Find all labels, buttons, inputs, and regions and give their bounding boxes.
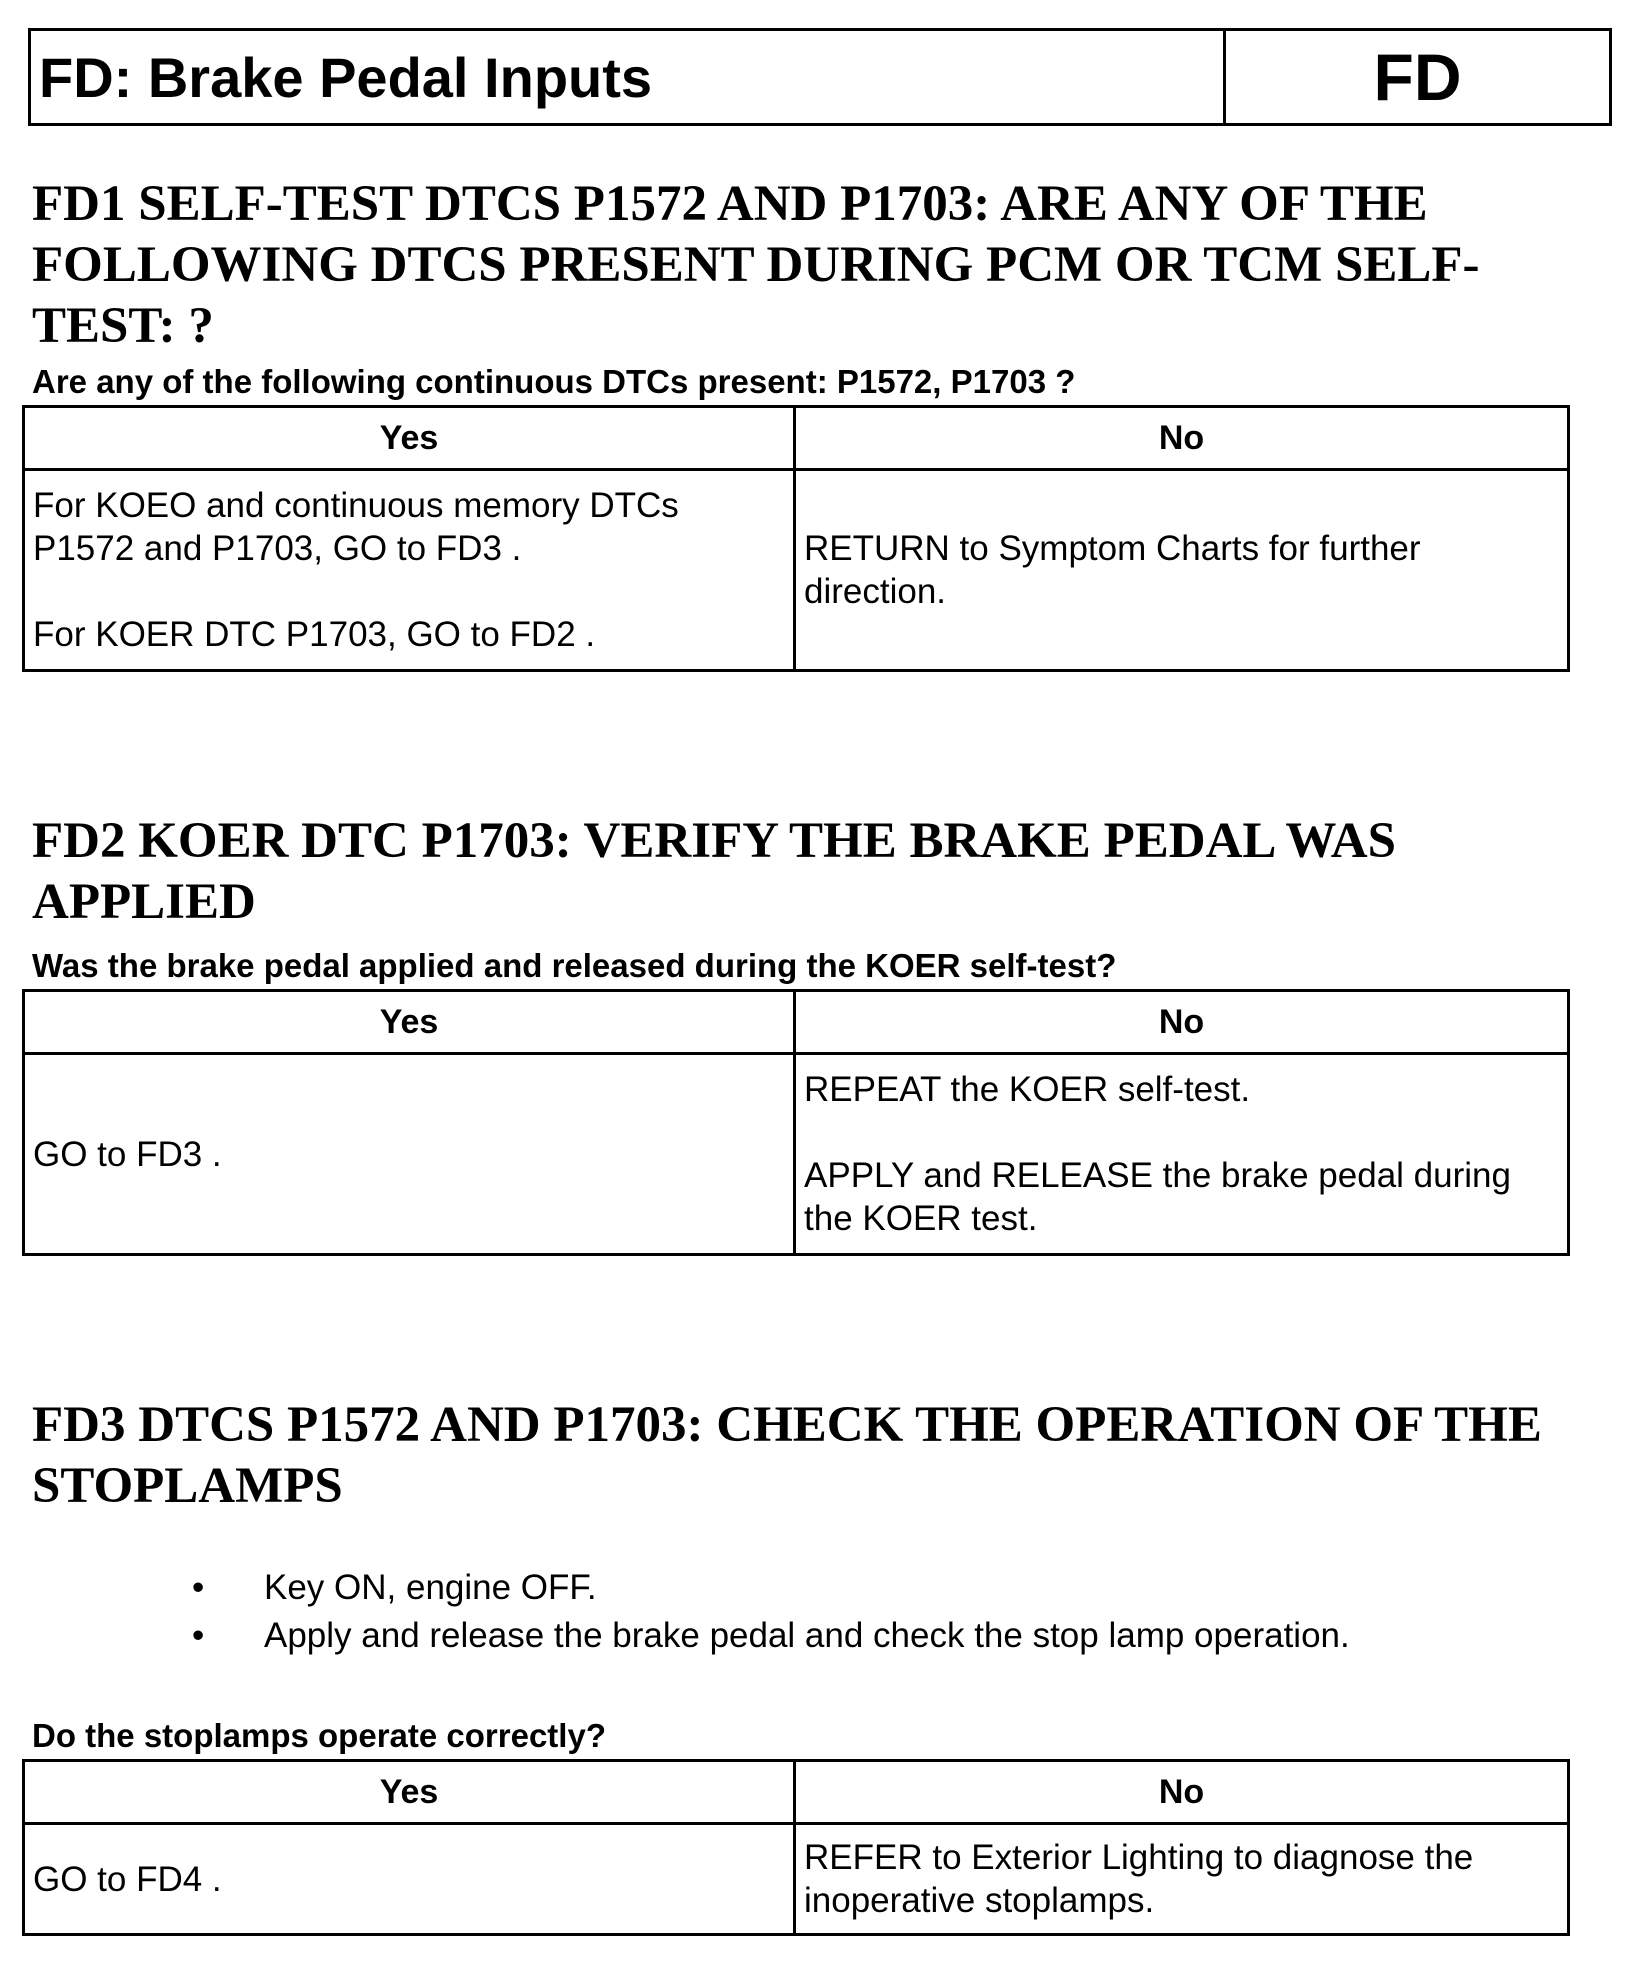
bullet-icon: •: [192, 1568, 205, 1607]
bullet-text: Key ON, engine OFF.: [264, 1568, 597, 1607]
yes-column-header: Yes: [24, 1761, 795, 1824]
fd2-no-cell: [795, 1054, 1569, 1255]
fd2-yes-text: GO to FD3 .: [33, 1134, 222, 1174]
fd1-answer-table: [22, 405, 1570, 672]
table-header-row: [24, 1761, 1569, 1824]
fd2-no-text-1: REPEAT the KOER self-test.: [804, 1070, 1251, 1109]
fd1-yes-text-1: For KOEO and continuous memory DTCs P1572 and P1703, GO to FD3 .: [33, 486, 679, 568]
section-header: [28, 28, 1612, 126]
fd3-bullet-list: [192, 1564, 1350, 1660]
fd3-yes-text: GO to FD4 .: [33, 1859, 222, 1899]
table-header-row: [24, 991, 1569, 1054]
yes-column-header: Yes: [24, 991, 795, 1054]
fd1-no-cell: [795, 470, 1569, 671]
fd2-yes-cell: [24, 1054, 795, 1255]
fd2-heading: FD2 KOER DTC P1703: VERIFY THE BRAKE PEDAL WAS APPLIED: [32, 813, 1396, 930]
fd1-no-text: RETURN to Symptom Charts for further direction.: [804, 529, 1421, 611]
fd3-answer-table: [22, 1759, 1570, 1936]
table-row: [24, 1054, 1569, 1255]
fd2-answer-table: [22, 989, 1570, 1256]
fd3-yes-cell: [24, 1824, 795, 1935]
list-item: [192, 1612, 1350, 1660]
no-column-header: No: [795, 991, 1569, 1054]
fd3-question: Do the stoplamps operate correctly?: [32, 1717, 606, 1754]
fd3-no-cell: [795, 1824, 1569, 1935]
fd1-yes-cell: [24, 470, 795, 671]
fd3-no-text: REFER to Exterior Lighting to diagnose the inoperative stoplamps.: [804, 1838, 1474, 1920]
section-code: FD: [1373, 40, 1462, 114]
no-column-header: No: [795, 1761, 1569, 1824]
fd2-no-text-2: APPLY and RELEASE the brake pedal during the KOER test.: [804, 1156, 1511, 1238]
fd1-yes-text-2: For KOER DTC P1703, GO to FD2 .: [33, 615, 596, 654]
section-title: FD: Brake Pedal Inputs: [31, 31, 1226, 123]
fd2-question: Was the brake pedal applied and released during the KOER self-test?: [32, 947, 1117, 984]
table-row: [24, 470, 1569, 671]
table-header-row: [24, 407, 1569, 470]
yes-column-header: Yes: [24, 407, 795, 470]
table-row: [24, 1824, 1569, 1935]
fd3-heading: FD3 DTCS P1572 AND P1703: CHECK THE OPERATION OF THE STOPLAMPS: [32, 1397, 1542, 1514]
bullet-icon: •: [192, 1616, 205, 1655]
no-column-header: No: [795, 407, 1569, 470]
fd1-heading: FD1 SELF-TEST DTCS P1572 AND P1703: ARE ANY OF THE FOLLOWING DTCS PRESENT DURING PCM OR TCM SELF-TEST: ?: [32, 176, 1480, 354]
bullet-text: Apply and release the brake pedal and check the stop lamp operation.: [264, 1616, 1350, 1655]
list-item: [192, 1564, 1350, 1612]
fd1-question: Are any of the following continuous DTCs present: P1572, P1703 ?: [32, 363, 1076, 400]
